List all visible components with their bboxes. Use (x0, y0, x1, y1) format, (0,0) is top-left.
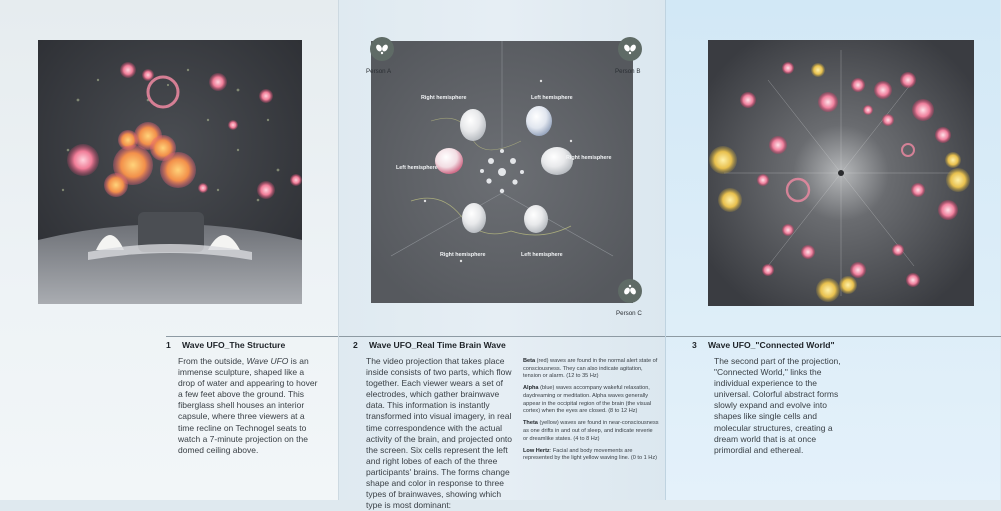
wave-name: Alpha (523, 385, 539, 392)
section-title: Wave UFO_Real Time Brain Wave (369, 340, 506, 350)
section-body (178, 356, 318, 456)
section-title: Wave UFO_The Structure (182, 340, 286, 350)
wave-name: Beta (523, 358, 536, 364)
wave-description: (red) waves are found in the normal alert state of consciousness. They can also indicate agitation, tension or alarm. (12 to 35 Hz) (523, 358, 658, 380)
connected-world-projection-image (708, 40, 974, 306)
person-c-icon (618, 279, 642, 303)
caption-divider (666, 336, 1001, 337)
section-caption (166, 340, 285, 350)
person-a-icon (370, 37, 394, 61)
section-caption (353, 340, 506, 350)
hemisphere-label: Right hemisphere (440, 252, 486, 258)
wave-name: Theta (523, 420, 538, 427)
section-number: 3 (692, 340, 697, 350)
panel-structure (0, 0, 338, 500)
low-hertz-note (523, 448, 659, 463)
body-text-part: From the outside, (178, 356, 247, 366)
beta-wave-note (523, 358, 659, 381)
hemisphere-label: Left hemisphere (531, 95, 573, 101)
caption-divider (339, 336, 666, 337)
hemisphere-label: Right hemisphere (566, 155, 612, 161)
section-body: The second part of the projection, "Connected World," links the individual experience to the universal. Colorful abstract forms slowly expand and evolve into shapes like single cells and molecular structures, creating a dream world that is at once primordial and ethereal. (714, 356, 841, 455)
section-number: 1 (166, 340, 171, 350)
wave-description: : Facial and body movements are represented by the light yellow waving line. (0 to 1 Hz) (523, 447, 658, 462)
body-text-part: is an immense sculpture, shaped like a drop of water and appearing to hover a few feet above the ground. This fiberglass shell houses an interior capsule, where three viewers at a time recline on Technogel seats to watch a 7-minute projection on the domed ceiling above. (178, 356, 318, 455)
person-a-label: Person A (366, 68, 392, 75)
structure-projection-image (38, 40, 302, 304)
brain-wave-diagram (371, 41, 633, 303)
wave-name: Low Hertz (523, 447, 550, 454)
section-number: 2 (353, 340, 358, 350)
panel-connected-world (665, 0, 1000, 500)
person-b-icon (618, 37, 642, 61)
hemisphere-label: Left hemisphere (521, 252, 563, 258)
alpha-wave-note (523, 385, 659, 415)
hemisphere-label: Right hemisphere (421, 95, 467, 101)
section-title: Wave UFO_"Connected World" (708, 340, 835, 350)
caption-divider (166, 336, 338, 337)
theta-wave-note (523, 420, 659, 443)
wave-description: (blue) waves accompany wakeful relaxation, daydreaming or meditation. Alpha waves generally appear in the occipital region of the brain (the visual cortex) when the eyes are closed. (8 to 12 Hz) (523, 385, 652, 415)
section-body: The video projection that takes place inside consists of two parts, which flow together. Each viewer wears a set of electrodes, which gather brainwave data. This information is instantly transformed into visual imagery, in real time correspondence with the actual activity of the brain, and projected onto the screen. Six cells represent the left and right lobes of each of the three participants' brains. The forms change shape and color in response to three types of brainwaves, showing which type is most dominant: (366, 356, 513, 511)
brainwave-legend (523, 358, 659, 468)
hemisphere-label: Left hemisphere (396, 165, 438, 171)
wave-description: (yellow) waves are found in near-consciousness as one drifts in and out of sleep, and indicate reverie or dreamlike states. (4 to 8 Hz) (523, 420, 659, 442)
panel-brain-wave (338, 0, 665, 511)
person-b-label: Person B (615, 68, 641, 75)
body-text-italic: Wave UFO (246, 356, 289, 366)
section-caption (692, 340, 835, 350)
person-c-label: Person C (616, 310, 642, 317)
